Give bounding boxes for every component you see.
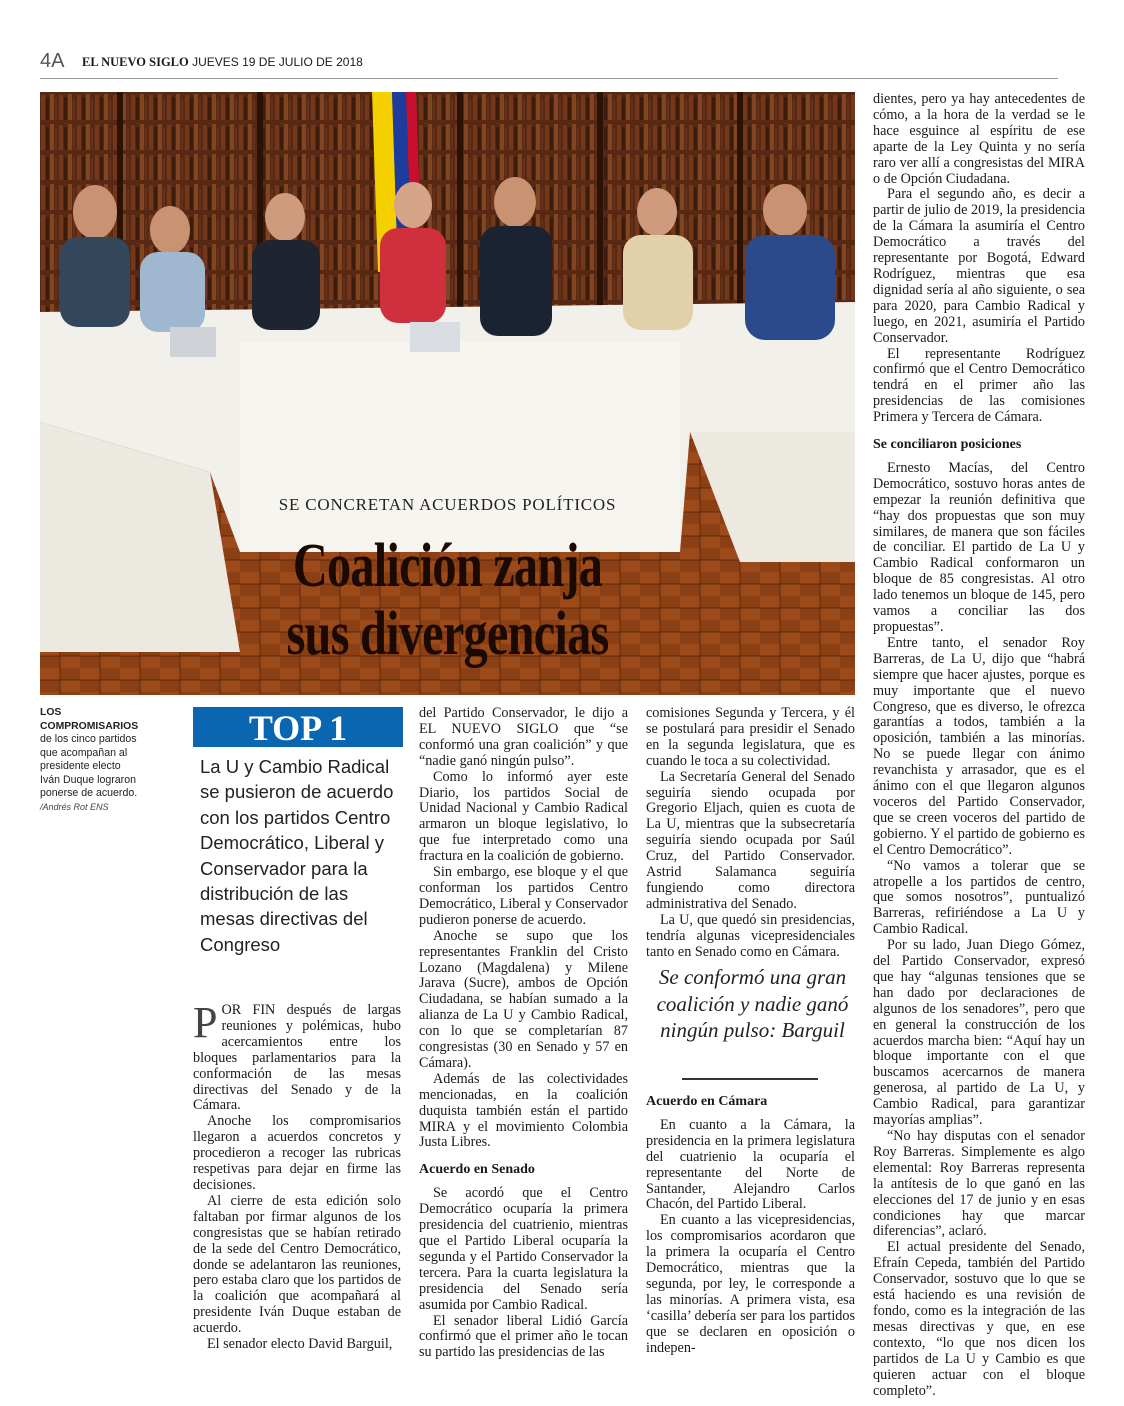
article-column-3	[646, 706, 855, 961]
paragraph: Anoche los compromisarios llegaron a acuerdos concretos y procedieron a recoger las rubricas respetivas para dejar en firme las decisiones.	[193, 1113, 401, 1193]
page-header	[40, 50, 1058, 79]
paragraph: Por su lado, Juan Diego Gómez, del Partido Conservador, expresó que hay “algunas tensiones que se han dado por declaraciones de algunos de los senadores”, pero que en general la construcción de los acuerdos marcha bien: “Aquí hay un bloque importante con el que buscamos acercarnos de manera generosa, al partido de La U, y Cambio Radical, para garantizar mayorías amplias”.	[873, 937, 1085, 1129]
page-number: 4A	[40, 50, 65, 72]
paragraph: Además de las colectividades mencionadas, en la coalición duquista también están el partido MIRA y el movimiento Colombia Justa Libres.	[419, 1070, 628, 1151]
lead-caps: OR FIN	[221, 1002, 276, 1018]
photo-credit: /Andrés Rot ENS	[40, 801, 109, 812]
article-column-2	[419, 706, 628, 1361]
lead-paragraph	[193, 998, 401, 1114]
kicker: SE CONCRETAN ACUERDOS POLÍTICOS	[278, 495, 617, 514]
paragraph: Entre tanto, el senador Roy Barreras, de La U, dijo que “habrá siempre que hacer ajustes, porque es muy importante que el nuevo Congreso, que es diverso, le ofrezca garantías a todos, también a la oposición, también a las minorías. No se puede llegar con ánimo revanchista y arrasador, que es el ánimo con el que llegaron algunos voceros del Partido Conservador, que se creen voceros del partido de gobierno. Y el partido de gobierno es el Centro Democrático”.	[873, 634, 1085, 858]
article-column-1	[193, 998, 401, 1353]
caption-lead: LOS COMPROMISARIOS	[40, 707, 139, 732]
drop-cap: P	[193, 998, 218, 1047]
paragraph: dientes, pero ya hay antecedentes de cómo, a la hora de la verdad se le hace esguince al espíritu de ese aparte de la Ley Quinta y no sería raro ver allí a congresistas del MIRA o de Opción Ciudadana.	[873, 91, 1085, 187]
lead-text: después de largas reuniones y polémicas, hubo acercamientos entre los bloques parlamentarios para la conformación de las mesas directivas del Senado y de la Cámara.	[193, 1002, 401, 1114]
paragraph: En cuanto a la Cámara, la presidencia en la primera legislatura del cuatrienio la ocuparía el representante del Norte de Santander, Alejandro Carlos Chacón, del Partido Liberal.	[646, 1116, 855, 1213]
paragraph: La Secretaría General del Senado seguiría siendo ocupada por Gregorio Eljach, quien es cuota de La U, mientras que la subsecretaría seguiría siendo ocupada por Saúl Cruz, del Partido Conservador. Astrid Salamanca seguiría fungiendo como directora administrativa del Senado.	[646, 768, 855, 912]
paragraph: “No hay disputas con el senador Roy Barreras. Simplemente es algo elemental: Roy Barreras representa la antítesis de lo que ganó en las elecciones del 17 de junio y en esas condiciones hay que marcar diferencias”, aclaró.	[873, 1128, 1085, 1240]
masthead	[82, 55, 363, 70]
headline-line-1: Coalición zanja	[292, 532, 603, 600]
subhead-senado: Acuerdo en Senado	[419, 1162, 535, 1178]
paragraph: Se acordó que el Centro Democrático ocuparía la primera presidencia del cuatrienio, mientras que el Partido Liberal ocuparía la segunda y el Partido Conservador la tercera. Para la cuarta legislatura la presidencia del Senado sería asumida por Cambio Radical.	[419, 1185, 628, 1313]
issue-date: JUEVES 19 DE JULIO DE 2018	[192, 55, 363, 69]
top-summary: La U y Cambio Radical se pusieron de acuerdo con los partidos Centro Democrático, Liberal y Conservador para la distribución de las mesas directivas del Congreso	[200, 756, 394, 955]
subhead-camara: Acuerdo en Cámara	[646, 1094, 768, 1109]
subhead-posiciones: Se conciliaron posiciones	[873, 437, 1022, 453]
paragraph: comisiones Segunda y Tercera, y él se postulará para presidir el Senado en la segunda legislatura, que es cuando le toca a su colectividad.	[646, 705, 855, 769]
pull-quote-rule	[682, 1078, 818, 1080]
pull-quote: Se conformó una gran coalición y nadie ganó ningún pulso: Barguil	[656, 965, 849, 1042]
paragraph: del Partido Conservador, le dijo a EL NUEVO SIGLO que “se conformó una gran coalición” y que “nadie ganó ningún pulso”.	[419, 705, 628, 769]
paragraph: Al cierre de esta edición solo faltaban por firmar algunos de los congresistas que se habían retirado de la sede del Centro Democrático, donde se adelantaron las reuniones, pero estaba claro que los partidos de la coalición que acompañará al presidente Iván Duque estaban de acuerdo.	[193, 1192, 401, 1337]
paragraph: El representante Rodríguez confirmó que el Centro Democrático tendrá en el primer año las presidencias de las comisiones Primera y Tercera de Cámara.	[873, 345, 1085, 426]
headline-line-2: sus divergencias	[286, 600, 609, 668]
newspaper-name: EL NUEVO SIGLO	[82, 55, 189, 69]
headline	[130, 532, 766, 668]
article-column-4	[873, 92, 1085, 1399]
paragraph: El actual presidente del Senado, Efraín Cepeda, también del Partido Conservador, sostuvo que lo que se está haciendo es una revisión de fondo, como es la integración de las mesas directivas y que, en ese contexto, “lo que nos dicen los partidos de La U y Cambio es que quieren actuar con el bloque completo”.	[873, 1239, 1085, 1399]
paragraph: Ernesto Macías, del Centro Democrático, sostuvo horas antes de empezar la reunión definitiva que “hay dos propuestas que son muy similares, de manera que son fáciles de conciliar. El partido de La U y Cambio Radical conformaron un bloque de 85 congresistas. Al otro lado tenemos un bloque de 145, pero vamos a conciliar las dos propuestas”.	[873, 459, 1085, 635]
lead-photo	[40, 92, 855, 695]
article-column-3-lower	[646, 1094, 855, 1357]
paragraph: Como lo informó ayer este Diario, los partidos Social de Unidad Nacional y Cambio Radical armaron un bloque legislativo, lo que fue interpretado como una fractura en la coalición de gobierno.	[419, 768, 628, 865]
paragraph: El senador electo David Barguil,	[207, 1336, 393, 1353]
paragraph: Para el segundo año, es decir a partir de julio de 2019, la presidencia de la Cámara la asumiría el Centro Democrático a través del representante por Bogotá, Edward Rodríguez, mientras que esa dignidad sería al año siguiente, o sea para 2020, para Cambio Radical y luego, en 2021, asumiría el Partido Conservador.	[873, 186, 1085, 346]
paragraph: Sin embargo, ese bloque y el que conforman los partidos Centro Democrático, Liberal y Conservador pudieron ponerse de acuerdo.	[419, 864, 628, 928]
caption-text: de los cinco partidos que acompañan al presidente electo Iván Duque lograron ponerse de acuerdo.	[40, 733, 138, 799]
paragraph: Anoche se supo que los representantes Franklin del Cristo Lozano (Magdalena) y Milene Jarava (Sucre), ambos de Opción Ciudadana, se habían sumado a la alianza de La U y Cambio Radical, con lo que se completarían 87 congresistas (30 en Senado y 57 en Cámara).	[419, 927, 628, 1071]
paragraph: El senador liberal Lidió García confirmó que el primer año le tocan su partido las presidencias de las	[419, 1312, 628, 1361]
paragraph: La U, que quedó sin presidencias, tendría algunas vicepresidenciales tanto en Senado como en Cámara.	[646, 911, 855, 960]
photo-caption	[40, 706, 140, 814]
paragraph: “No vamos a tolerar que se atropelle a los partidos de centro, que somos nosotros”, puntualizó Barreras, refiriéndose a La U y Cambio Radical.	[873, 857, 1085, 938]
top-badge: TOP 1	[193, 707, 403, 747]
paragraph: En cuanto a las vicepresidencias, los compromisarios acordaron que la primera la ocuparía el Centro Democrático, mientras que la segunda, por ley, le corresponde a las minorías. A primera vista, esa ‘casilla’ debería ser para los partidos que se declaren en oposición o indepen-	[646, 1212, 855, 1356]
